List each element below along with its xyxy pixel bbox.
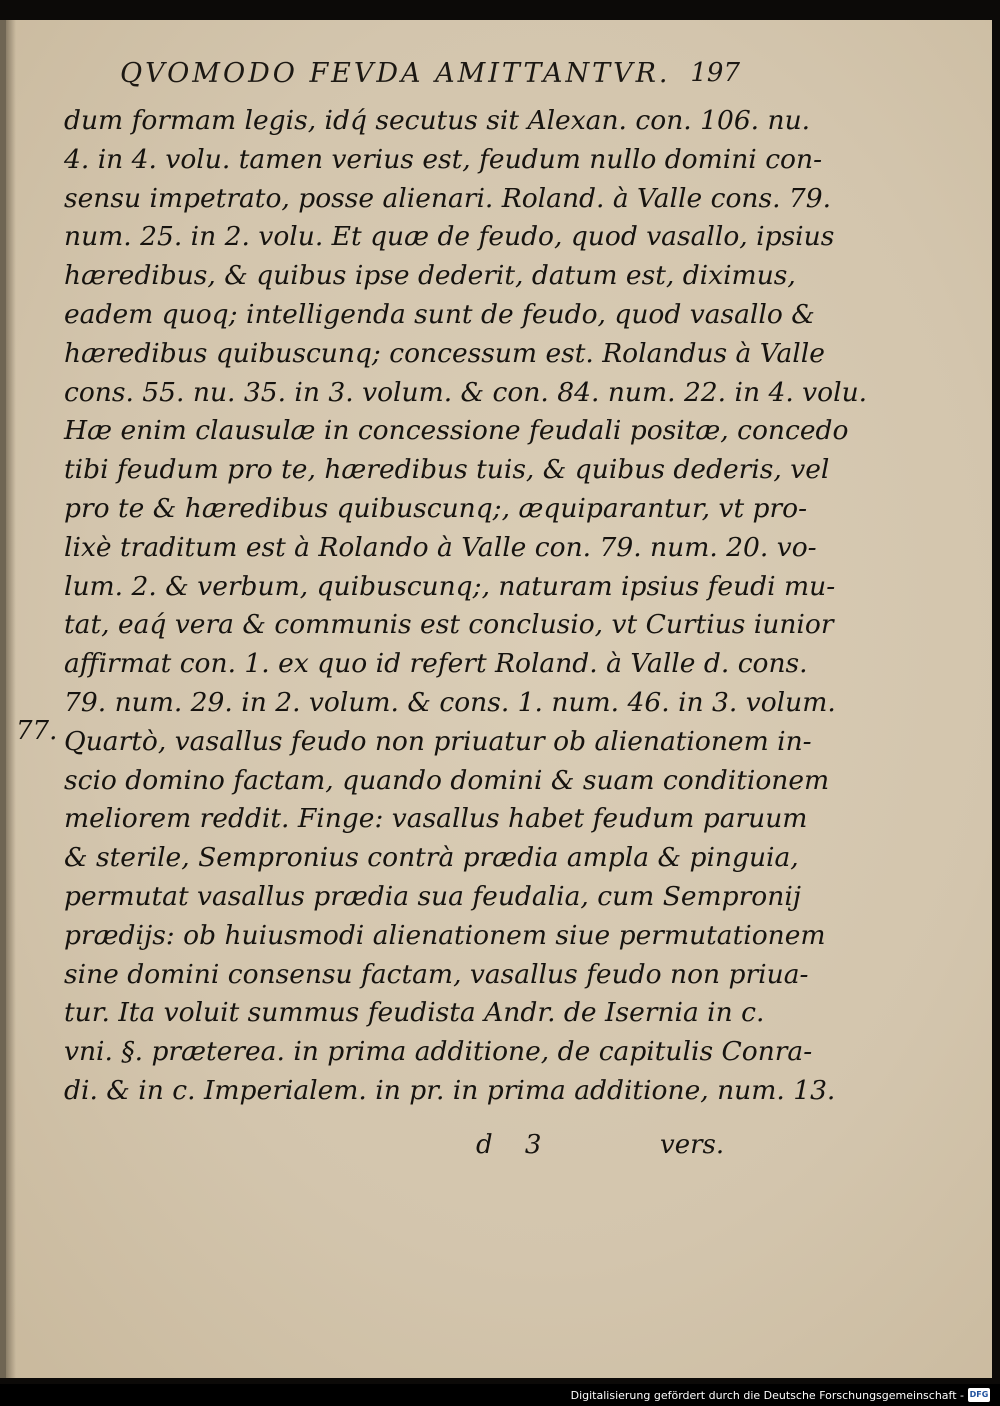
text-line: permutat vasallus prædia sua feudalia, cum Sempronij (64, 880, 802, 912)
text-line: di. & in c. Imperialem. in pr. in prima additione, num. 13. (64, 1074, 836, 1106)
text-line: tat, eaq́ vera & communis est conclusio, vt Curtius iunior (64, 609, 834, 641)
text-line: hæredibus, & quibus ipse dederit, datum est, diximus, (64, 260, 796, 292)
text-line: Hæ enim clausulæ in concessione feudali positæ, concedo (64, 415, 849, 447)
text-line: sine domini consensu factam, vasallus feudo non priua- (64, 958, 809, 990)
page-header (120, 58, 740, 98)
text-line: vni. §. præterea. in prima additione, de capitulis Conra- (64, 1036, 813, 1068)
text-line: dum formam legis, idq́ secutus sit Alexan. con. 106. nu. (64, 105, 811, 136)
running-title: QVOMODO FEVDA AMITTANTVR. (120, 58, 671, 89)
text-line: affirmat con. 1. ex quo id refert Roland. à Valle d. cons. (64, 648, 808, 680)
text-line: sensu impetrato, posse alienari. Roland. à Valle cons. 79. (64, 182, 832, 214)
page-gutter-shadow (6, 20, 16, 1378)
text-line: pro te & hæredibus quibuscunq;, æquiparantur, vt pro- (64, 492, 808, 524)
text-line: lixè traditum est à Rolando à Valle con. 79. num. 20. vo- (64, 531, 817, 563)
text-line: lum. 2. & verbum, quibuscunq;, naturam ipsius feudi mu- (64, 570, 836, 602)
text-line: num. 25. in 2. volu. Et quæ de feudo, quod vasallo, ipsius (64, 221, 835, 253)
text-line: & sterile, Sempronius contrà prædia ampla & pinguia, (64, 842, 799, 874)
text-line: eadem quoq; intelligenda sunt de feudo, quod vasallo & (64, 298, 815, 330)
footer-text: Digitalisierung gefördert durch die Deutsche Forschungsgemeinschaft - (570, 1388, 964, 1402)
text-line: 79. num. 29. in 2. volum. & cons. 1. num. 46. in 3. volum. (64, 686, 836, 718)
text-line: cons. 55. nu. 35. in 3. volum. & con. 84. num. 22. in 4. volu. (64, 376, 868, 408)
text-line: prædijs: ob huiusmodi alienationem siue permutationem (64, 919, 826, 951)
marginal-number: 77. (16, 716, 58, 746)
body-text (64, 102, 868, 1111)
text-line: tibi feudum pro te, hæredibus tuis, & quibus dederis, vel (64, 454, 830, 486)
text-line: meliorem reddit. Finge: vasallus habet feudum paruum (64, 803, 808, 835)
dfg-logo-icon: DFG (968, 1388, 990, 1402)
page-number: 197 (690, 58, 740, 88)
text-line: Quartò, vasallus feudo non priuatur ob alienationem in- (64, 725, 812, 757)
text-line: hæredibus quibuscunq; concessum est. Rolandus à Valle (64, 337, 825, 369)
signature-mark: d 3 (476, 1130, 554, 1160)
text-line: scio domino factam, quando domini & suam conditionem (64, 764, 830, 796)
digitization-footer (571, 1386, 990, 1404)
text-line: 4. in 4. volu. tamen verius est, feudum nullo domini con- (64, 143, 823, 175)
catchword: vers. (660, 1130, 725, 1160)
text-line: tur. Ita voluit summus feudista Andr. de Isernia in c. (64, 997, 765, 1029)
